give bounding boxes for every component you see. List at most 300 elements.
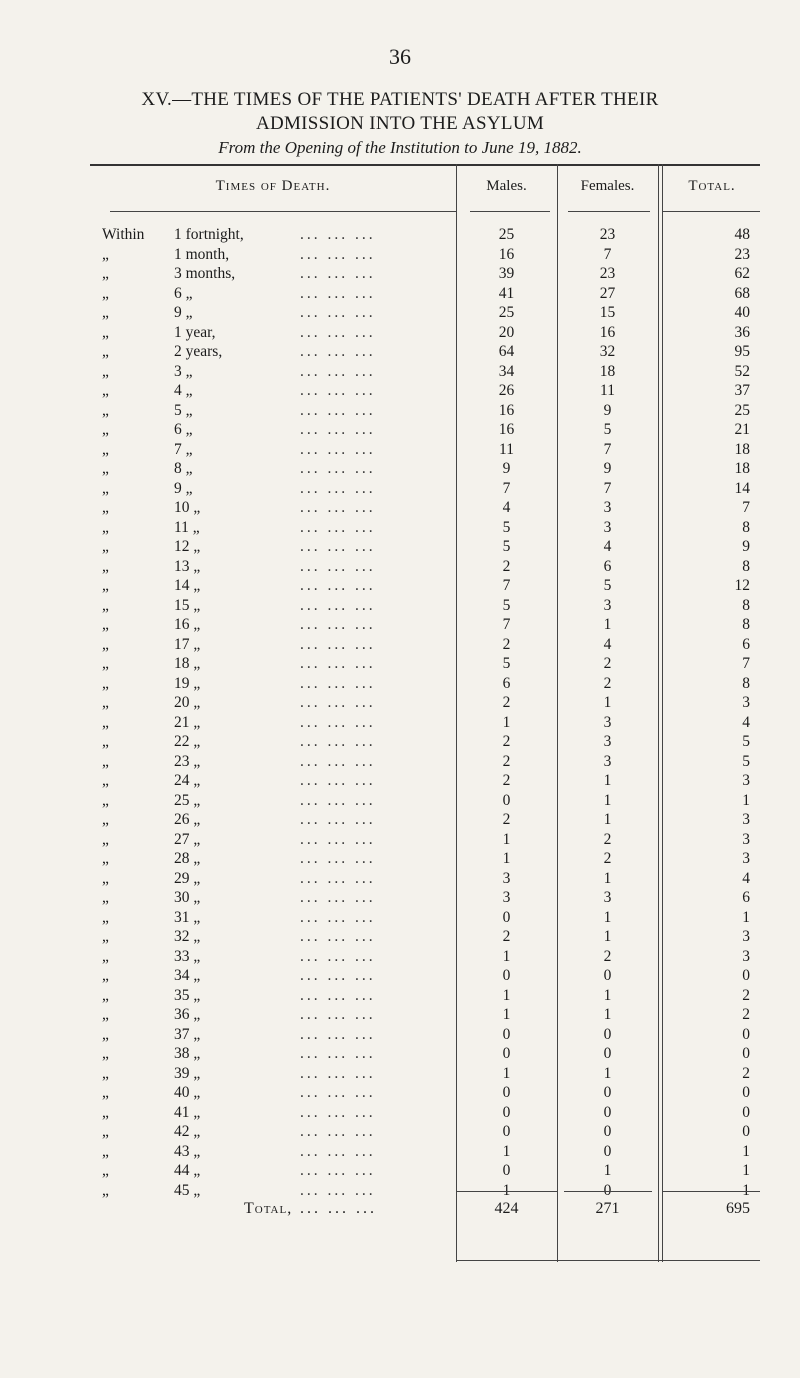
males-cell: 20	[498, 323, 515, 341]
females-cell: 3	[603, 499, 612, 516]
within-cell: „	[102, 1084, 109, 1101]
females-cell: 2	[603, 655, 612, 672]
total-cell: 18	[734, 460, 750, 477]
table-row	[0, 225, 800, 245]
males-cell: 1	[502, 1181, 511, 1199]
period-cell: 41 „	[174, 1103, 201, 1121]
table-row	[0, 713, 800, 733]
within-cell: „	[102, 538, 109, 555]
period-cell: 1 month,	[174, 245, 230, 263]
table-row	[0, 303, 800, 323]
total-cell: 40	[734, 304, 750, 321]
females-cell: 2	[603, 850, 612, 867]
within-cell: „	[102, 1142, 109, 1160]
table-row	[0, 1044, 800, 1064]
table-row	[0, 1083, 800, 1103]
within-cell: „	[102, 986, 109, 1004]
period-cell: 1 fortnight,	[174, 226, 244, 243]
total-cell: 18	[734, 440, 750, 458]
total-cell: 2	[742, 1064, 750, 1082]
period-cell: 5 „	[174, 401, 193, 419]
period-cell: 43 „	[174, 1142, 201, 1160]
leader-dots: ... ... ...	[300, 908, 376, 926]
period-cell: 2 years,	[174, 343, 223, 360]
leader-dots: ... ... ...	[300, 518, 376, 536]
within-cell: „	[102, 889, 109, 906]
table-row	[0, 986, 800, 1006]
period-cell: 6 „	[174, 284, 193, 302]
table-row	[0, 1122, 800, 1142]
total-cell: 1	[742, 1181, 750, 1199]
total-cell: 3	[742, 830, 750, 848]
leader-dots: ... ... ...	[300, 830, 376, 848]
table-row	[0, 323, 800, 343]
leader-dots: ... ... ...	[300, 1162, 376, 1179]
period-cell: 15 „	[174, 596, 201, 614]
within-cell: „	[102, 401, 109, 419]
females-cell: 6	[603, 557, 612, 575]
table-row	[0, 596, 800, 616]
females-cell: 0	[603, 1025, 612, 1043]
within-cell: „	[102, 265, 109, 282]
females-cell: 1	[603, 869, 612, 887]
males-cell: 41	[498, 284, 515, 302]
leader-dots: ... ... ...	[300, 616, 376, 633]
table-row	[0, 479, 800, 499]
leader-dots: ... ... ...	[300, 596, 376, 614]
header-rule	[110, 211, 456, 212]
females-cell: 4	[603, 635, 612, 653]
leader-dots: ... ... ...	[300, 362, 376, 380]
total-cell: 3	[742, 772, 750, 789]
leader-dots: ... ... ...	[300, 538, 376, 555]
header-rule	[662, 211, 760, 212]
males-cell: 11	[499, 440, 514, 458]
females-cell: 27	[599, 284, 616, 302]
period-cell: 3 „	[174, 362, 193, 380]
leader-dots: ... ... ...	[300, 1103, 376, 1121]
period-cell: 11 „	[174, 518, 200, 536]
leader-dots: ... ... ...	[300, 421, 376, 438]
males-cell: 1	[502, 1006, 511, 1023]
females-cell: 3	[603, 596, 612, 614]
females-cell: 5	[603, 577, 612, 594]
within-cell: „	[102, 1162, 109, 1179]
table-row	[0, 791, 800, 811]
leader-dots: ... ... ...	[300, 1064, 376, 1082]
period-cell: 27 „	[174, 830, 201, 848]
males-cell: 2	[502, 772, 511, 789]
females-cell: 1	[603, 908, 612, 926]
females-cell: 3	[603, 713, 612, 731]
total-cell: 1	[742, 1162, 750, 1179]
males-cell: 0	[502, 908, 511, 926]
total-cell: 5	[742, 752, 750, 770]
table-row	[0, 401, 800, 421]
males-cell: 64	[498, 343, 515, 360]
males-cell: 2	[502, 811, 511, 828]
period-cell: 37 „	[174, 1025, 201, 1043]
leader-dots: ... ... ...	[300, 343, 376, 360]
females-cell: 3	[603, 518, 612, 536]
table-row	[0, 342, 800, 362]
females-cell: 23	[599, 265, 616, 282]
within-cell: „	[102, 655, 109, 672]
table-row	[0, 537, 800, 557]
within-cell: „	[102, 1181, 109, 1199]
within-cell: „	[102, 304, 109, 321]
leader-dots: ... ... ...	[300, 284, 376, 302]
table-row	[0, 869, 800, 889]
males-cell: 26	[498, 382, 515, 399]
males-cell: 0	[502, 791, 511, 809]
males-cell: 7	[502, 616, 511, 633]
leader-dots: ... ... ...	[300, 1181, 376, 1199]
within-cell: „	[102, 635, 109, 653]
period-cell: 10 „	[174, 499, 201, 516]
period-cell: 35 „	[174, 986, 201, 1004]
males-cell: 5	[502, 538, 511, 555]
total-cell: 8	[742, 616, 750, 633]
females-cell: 1	[603, 928, 612, 945]
leader-dots: ... ... ...	[300, 655, 376, 672]
total-cell: 21	[734, 421, 750, 438]
total-cell: 7	[742, 655, 750, 672]
total-cell: 95	[734, 343, 750, 360]
males-cell: 16	[498, 245, 515, 263]
females-cell: 0	[603, 1084, 612, 1101]
table-row	[0, 674, 800, 694]
table-row	[0, 830, 800, 850]
period-cell: 31 „	[174, 908, 201, 926]
females-cell: 1	[603, 986, 612, 1004]
total-total: 695	[726, 1200, 750, 1217]
females-cell: 1	[603, 772, 612, 789]
females-cell: 0	[603, 1181, 612, 1199]
males-cell: 0	[502, 967, 511, 984]
males-cell: 2	[502, 635, 511, 653]
table-row	[0, 1103, 800, 1123]
period-cell: 19 „	[174, 674, 201, 692]
total-cell: 25	[734, 401, 750, 419]
table-row	[0, 557, 800, 577]
leader-dots: ... ... ...	[300, 850, 376, 867]
period-cell: 26 „	[174, 811, 201, 828]
table-row	[0, 732, 800, 752]
total-cell: 9	[742, 538, 750, 555]
leader-dots: ... ... ...	[300, 1084, 376, 1101]
leader-dots: ... ... ...	[300, 889, 376, 906]
within-cell: „	[102, 713, 109, 731]
table-title-line-2: ADMISSION INTO THE ASYLUM	[255, 113, 545, 134]
table-row	[0, 654, 800, 674]
within-cell: „	[102, 850, 109, 867]
females-cell: 1	[603, 616, 612, 633]
females-cell: 1	[603, 694, 612, 711]
total-cell: 12	[734, 577, 750, 594]
leader-dots: ... ... ...	[300, 577, 376, 594]
leader-dots: ... ... ...	[300, 499, 376, 516]
header-females: Females.	[580, 178, 635, 194]
table-row	[0, 1161, 800, 1181]
total-cell: 8	[742, 518, 750, 536]
males-cell: 0	[502, 1045, 511, 1062]
period-cell: 25 „	[174, 791, 201, 809]
leader-dots: ... ... ...	[300, 1123, 376, 1140]
total-cell: 3	[742, 694, 750, 711]
males-cell: 25	[498, 226, 515, 243]
males-cell: 6	[502, 674, 511, 692]
table-row	[0, 635, 800, 655]
leader-dots: ... ... ...	[300, 460, 376, 477]
table-title	[0, 88, 800, 136]
leader-dots: ... ... ...	[300, 479, 376, 497]
within-cell: „	[102, 1064, 109, 1082]
period-cell: 22 „	[174, 733, 201, 750]
period-cell: 21 „	[174, 713, 201, 731]
males-cell: 0	[502, 1103, 511, 1121]
period-cell: 18 „	[174, 655, 201, 672]
within-cell: „	[102, 460, 109, 477]
within-cell: „	[102, 382, 109, 399]
table-row	[0, 927, 800, 947]
females-cell: 2	[603, 830, 612, 848]
males-cell: 2	[502, 752, 511, 770]
leader-dots: ... ... ...	[300, 869, 376, 887]
males-cell: 5	[502, 596, 511, 614]
top-rule	[90, 164, 760, 166]
females-cell: 1	[603, 811, 612, 828]
males-cell: 1	[502, 1064, 511, 1082]
males-cell: 3	[502, 869, 511, 887]
table-row	[0, 888, 800, 908]
total-cell: 3	[742, 811, 750, 828]
period-cell: 6 „	[174, 421, 193, 438]
males-cell: 16	[498, 401, 515, 419]
females-cell: 11	[600, 382, 615, 399]
period-cell: 7 „	[174, 440, 193, 458]
males-cell: 1	[502, 713, 511, 731]
table-row	[0, 440, 800, 460]
period-cell: 1 year,	[174, 323, 216, 341]
females-cell: 4	[603, 538, 612, 555]
table-row	[0, 693, 800, 713]
period-cell: 14 „	[174, 577, 201, 594]
leader-dots: ... ... ...	[300, 245, 376, 263]
table-subtitle: From the Opening of the Institution to June 19, 1882.	[218, 138, 582, 157]
table-row	[0, 381, 800, 401]
period-cell: 30 „	[174, 889, 201, 906]
total-cell: 0	[742, 1025, 750, 1043]
period-cell: 8 „	[174, 460, 193, 477]
total-cell: 8	[742, 557, 750, 575]
period-cell: 39 „	[174, 1064, 201, 1082]
total-cell: 36	[734, 323, 750, 341]
within-cell: „	[102, 362, 109, 380]
header-rule	[568, 211, 650, 212]
header-males: Males.	[486, 178, 527, 194]
within-cell: „	[102, 499, 109, 516]
within-cell: „	[102, 869, 109, 887]
total-cell: 68	[734, 284, 750, 302]
females-cell: 1	[603, 1006, 612, 1023]
leader-dots: ... ... ...	[300, 791, 376, 809]
total-cell: 0	[742, 1103, 750, 1121]
table-row	[0, 908, 800, 928]
period-cell: 16 „	[174, 616, 201, 633]
leader-dots: ... ... ...	[300, 1200, 377, 1217]
within-cell: „	[102, 967, 109, 984]
period-cell: 45 „	[174, 1181, 201, 1199]
table-row	[0, 459, 800, 479]
females-cell: 9	[603, 460, 612, 477]
table-row	[0, 264, 800, 284]
males-cell: 5	[502, 655, 511, 672]
females-cell: 7	[603, 479, 612, 497]
females-cell: 0	[603, 1123, 612, 1140]
leader-dots: ... ... ...	[300, 733, 376, 750]
within-cell: „	[102, 908, 109, 926]
males-cell: 2	[502, 733, 511, 750]
females-cell: 3	[603, 733, 612, 750]
period-cell: 24 „	[174, 772, 201, 789]
table-row	[0, 1025, 800, 1045]
females-cell: 0	[603, 1103, 612, 1121]
within-cell: „	[102, 733, 109, 750]
table-row	[0, 498, 800, 518]
period-cell: 28 „	[174, 850, 201, 867]
males-cell: 4	[502, 499, 511, 516]
period-cell: 29 „	[174, 869, 201, 887]
within-cell: „	[102, 577, 109, 594]
males-cell: 7	[502, 479, 511, 497]
within-cell: „	[102, 1025, 109, 1043]
table-row	[0, 284, 800, 304]
period-cell: 13 „	[174, 557, 201, 575]
within-cell: „	[102, 518, 109, 536]
males-cell: 25	[498, 304, 515, 321]
leader-dots: ... ... ...	[300, 811, 376, 828]
within-cell: „	[102, 479, 109, 497]
period-cell: 42 „	[174, 1123, 201, 1140]
within-cell: „	[102, 674, 109, 692]
within-cell: „	[102, 947, 109, 965]
females-cell: 1	[603, 791, 612, 809]
table-row	[0, 752, 800, 772]
within-cell: „	[102, 557, 109, 575]
table-row	[0, 518, 800, 538]
table-row	[0, 771, 800, 791]
males-cell: 5	[502, 518, 511, 536]
total-rule	[456, 1191, 557, 1192]
total-cell: 4	[742, 869, 750, 887]
total-cell: 1	[742, 791, 750, 809]
total-cell: 8	[742, 674, 750, 692]
period-cell: 9 „	[174, 304, 193, 321]
within-cell: „	[102, 1123, 109, 1140]
leader-dots: ... ... ...	[300, 226, 376, 243]
within-cell: „	[102, 284, 109, 302]
table-row	[0, 1142, 800, 1162]
table-body	[0, 225, 800, 1200]
within-cell: „	[102, 616, 109, 633]
total-cell: 52	[734, 362, 750, 380]
table-title-line-1: XV.—THE TIMES OF THE PATIENTS' DEATH AFTER THEIR	[141, 89, 659, 110]
within-cell: „	[102, 772, 109, 789]
within-cell: „	[102, 1006, 109, 1023]
period-cell: 12 „	[174, 538, 201, 555]
females-cell: 0	[603, 967, 612, 984]
males-cell: 3	[502, 889, 511, 906]
leader-dots: ... ... ...	[300, 1025, 376, 1043]
bottom-rule	[456, 1260, 760, 1261]
females-cell: 3	[603, 889, 612, 906]
females-cell: 32	[599, 343, 616, 360]
total-cell: 14	[734, 479, 750, 497]
leader-dots: ... ... ...	[300, 323, 376, 341]
total-cell: 3	[742, 947, 750, 965]
table-row	[0, 1064, 800, 1084]
total-cell: 2	[742, 1006, 750, 1023]
within-cell: „	[102, 440, 109, 458]
page-number: 36	[389, 44, 411, 69]
males-cell: 16	[498, 421, 515, 438]
males-cell: 7	[502, 577, 511, 594]
total-females: 271	[595, 1200, 620, 1217]
period-cell: 4 „	[174, 382, 193, 399]
table-row	[0, 245, 800, 265]
period-cell: 17 „	[174, 635, 201, 653]
females-cell: 18	[599, 362, 616, 380]
period-cell: 36 „	[174, 1006, 201, 1023]
leader-dots: ... ... ...	[300, 1142, 376, 1160]
males-cell: 0	[502, 1084, 511, 1101]
leader-dots: ... ... ...	[300, 928, 376, 945]
total-cell: 2	[742, 986, 750, 1004]
leader-dots: ... ... ...	[300, 1006, 376, 1023]
males-cell: 34	[498, 362, 515, 380]
total-cell: 1	[742, 908, 750, 926]
header-rule	[470, 211, 550, 212]
table-row	[0, 420, 800, 440]
leader-dots: ... ... ...	[300, 674, 376, 692]
within-cell: Within	[102, 226, 145, 243]
males-cell: 2	[502, 928, 511, 945]
males-cell: 1	[502, 850, 511, 867]
table-row	[0, 966, 800, 986]
leader-dots: ... ... ...	[300, 967, 376, 984]
total-cell: 62	[734, 265, 750, 282]
table-row	[0, 615, 800, 635]
females-cell: 7	[603, 245, 612, 263]
leader-dots: ... ... ...	[300, 401, 376, 419]
females-cell: 9	[603, 401, 612, 419]
total-males: 424	[494, 1200, 519, 1217]
total-cell: 4	[742, 713, 750, 731]
total-cell: 7	[742, 499, 750, 516]
within-cell: „	[102, 323, 109, 341]
males-cell: 1	[502, 1142, 511, 1160]
leader-dots: ... ... ...	[300, 1045, 376, 1062]
leader-dots: ... ... ...	[300, 713, 376, 731]
within-cell: „	[102, 596, 109, 614]
total-cell: 6	[742, 889, 750, 906]
leader-dots: ... ... ...	[300, 986, 376, 1004]
leader-dots: ... ... ...	[300, 382, 376, 399]
within-cell: „	[102, 343, 109, 360]
leader-dots: ... ... ...	[300, 772, 376, 789]
total-cell: 37	[734, 382, 750, 399]
